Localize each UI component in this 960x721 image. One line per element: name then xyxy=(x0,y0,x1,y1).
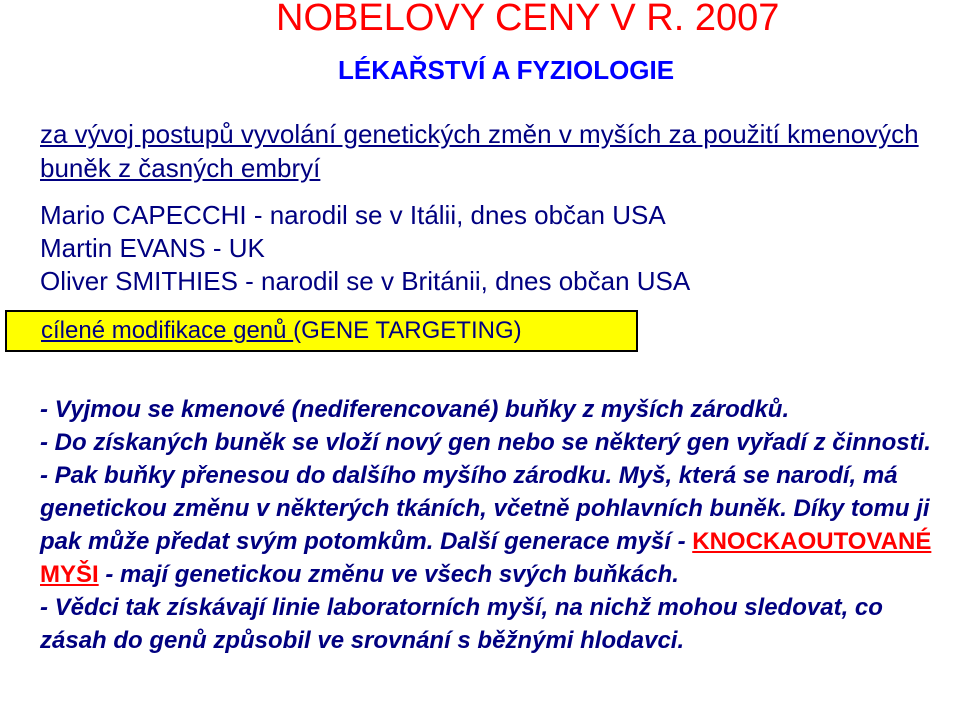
gene-targeting-highlight-box xyxy=(5,310,638,352)
step-1: - Vyjmou se kmenové (nediferencované) buňky z myších zárodků. xyxy=(40,396,790,423)
gene-targeting-underlined: cílené modifikace genů xyxy=(41,317,294,344)
step-2: - Do získaných buněk se vloží nový gen nebo se některý gen vyřadí z činnosti. xyxy=(40,429,931,456)
laureates-list xyxy=(40,199,690,298)
page-subtitle: LÉKAŘSTVÍ A FYZIOLOGIE xyxy=(338,55,675,85)
laureate-evans: Martin EVANS - UK xyxy=(40,233,265,263)
prize-description: za vývoj postupů vyvolání genetických změn v myších za použití kmenových buněk z časných embryí xyxy=(40,119,919,183)
step-3 xyxy=(40,459,955,591)
laureate-smithies: Oliver SMITHIES - narodil se v Británii, dnes občan USA xyxy=(40,266,691,296)
step-3-text-a: - Pak buňky přenesou do dalšího myšího zárodku. Myš, která se narodí, má genetickou změnu v některých tkáních, včetně pohlavních buněk. Díky tomu ji pak může předat svým potomkům. Další generace myší - xyxy=(40,462,930,555)
laureate-capecchi: Mario CAPECCHI - narodil se v Itálii, dnes občan USA xyxy=(40,200,666,230)
gene-targeting-label xyxy=(41,315,522,347)
gene-targeting-term: (GENE TARGETING) xyxy=(293,317,522,344)
page-title: NOBELOVY CENY V R. 2007 xyxy=(276,0,780,39)
step-4: - Vědci tak získávají linie laboratorních myší, na nichž mohou sledovat, co zásah do genů způsobil ve srovnání s běžnými hlodavci. xyxy=(40,594,883,654)
procedure-steps xyxy=(40,393,955,657)
knockout-mice-term: KNOCKAOUTOVANÉ MYŠI xyxy=(40,528,932,588)
step-3-text-b: - mají genetickou změnu ve všech svých buňkách. xyxy=(98,561,679,588)
